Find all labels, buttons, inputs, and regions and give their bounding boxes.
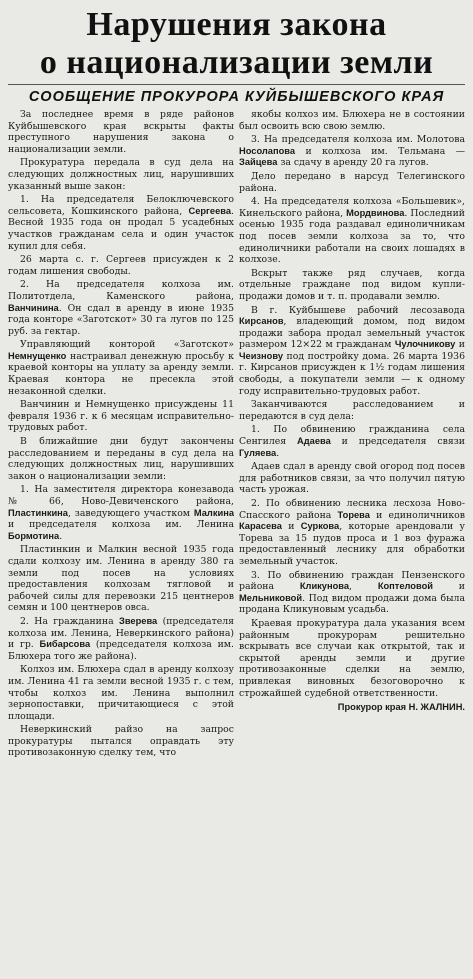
defendant-name: Чеизнову (239, 350, 283, 361)
paragraph: Дело передано в нарсуд Телегинского района. (239, 170, 465, 194)
text: 2. На гражданина (20, 615, 120, 627)
defendant-name: Карасева (239, 521, 282, 532)
paragraph: За последнее время в ряде районов Куйбышевского края вскрыты факты преступного нарушения закона о национализации земли. (8, 109, 234, 155)
paragraph (8, 279, 234, 337)
text: , (349, 581, 378, 593)
text: под постройку дома. 26 марта 1936 г. Кирсанов присужден к 1½ годам лишения свободы, а покупатели земли — к одному году исправительно-трудовых работ. (239, 350, 465, 397)
paragraph: 26 марта с. г. Сергеев присужден к 2 годам лишения свободы. (8, 254, 234, 277)
paragraph (239, 570, 465, 616)
text: . Последний осенью 1935 года раздавал единоличникам под посев земли колхоза за то, что единоличники работали на своих лошадях в колхозе. (239, 207, 465, 266)
paragraph: Адаев сдал в аренду свой огород под посев для работников связи, за что получил пятую часть урожая. (239, 461, 465, 496)
defendant-name: Гуляева (239, 447, 277, 458)
paragraph: якобы колхоз им. Блюхера не в состоянии был освоить всю свою землю. (239, 109, 465, 132)
defendant-name: Носолапова (239, 145, 296, 156)
defendant-name: Кликунова (299, 581, 350, 592)
paragraph: Неверкинский райзо на запрос прокуратуры пытался оправдать эту противозаконную сделку тем, что (8, 724, 234, 759)
title-line-1: Нарушения закона (86, 6, 387, 43)
defendant-name: Бормотина (8, 530, 60, 541)
text: и (281, 521, 301, 533)
article-title (8, 6, 465, 82)
paragraph (239, 424, 465, 459)
defendant-name: Ванчинина (8, 302, 59, 313)
defendant-name: Торева (337, 509, 370, 520)
text: . Весной 1935 года он продал 5 усадебных участков гражданам села и один участок купил для себя. (8, 205, 234, 252)
text: 4. На председателя колхоза «Большевик», Кинельского района, (239, 196, 465, 219)
title-line-2: о национализации земли (39, 44, 434, 81)
defendant-name: Зверева (119, 615, 158, 626)
text: настраивал денежную просьбу к краевой конторы на уплату за аренду земли. Краевая контора не пресекла этой незаконной сделки. (8, 350, 234, 397)
paragraph (8, 484, 234, 542)
defendant-name: Адаева (297, 436, 331, 447)
paragraph (239, 134, 465, 169)
text: 3. На председателя колхоза им. Молотова (251, 134, 465, 146)
text: , заведующего участком (67, 507, 194, 519)
paragraph (8, 339, 234, 397)
column-left (8, 109, 234, 979)
paragraph (8, 194, 234, 252)
text: 1. По обвинению гражданина села Сенгилея (239, 424, 465, 448)
text: (председателя колхоза им. Ленина, Неверкинского района) и гр. (8, 615, 234, 651)
defendant-name: Малкина (193, 507, 234, 518)
defendant-name: Мельниковой (239, 592, 303, 603)
text: за сдачу в аренду 20 га лугов. (277, 157, 429, 169)
text: (председателя колхоза им. Блюхера того же района). (8, 639, 234, 662)
title-rule (8, 84, 465, 85)
text: . Он сдал в аренду в июне 1935 года конторе «Заготскот» 30 га лугов по 125 руб. за гектар. (8, 302, 234, 337)
text: и (432, 581, 465, 593)
text: . Под видом продажи дома была продана Кликуновым усадьба. (239, 592, 465, 616)
defendant-name: Пластинкина (8, 507, 68, 518)
defendant-name: Кирсанов (239, 316, 284, 327)
paragraph: Заканчиваются расследованием и передаются в суд дела: (239, 399, 465, 422)
text: 2. На председателя колхоза им. Политотдела, Каменского района, (8, 279, 234, 302)
paragraph: Вскрыт также ряд случаев, когда отдельные граждане под видом купли-продажи домов и т. п. продавали землю. (239, 267, 465, 302)
text: и единоличников (369, 509, 465, 521)
paragraph (239, 196, 465, 266)
paragraph: Колхоз им. Блюхера сдал в аренду колхозу им. Ленина 41 га земли весной 1935 г. с тем, чтобы колхоз им. Ленина выполнил зернопоставки, причитающиеся с этой площади. (8, 664, 234, 722)
paragraph: Ванчинин и Немнущенко присуждены 11 февраля 1936 г. к 6 месяцам исправительно-трудовых работ. (8, 399, 234, 434)
text: В г. Куйбышеве рабочий лесозавода (251, 304, 465, 316)
paragraph: Краевая прокуратура дала указания всем районным прокурорам решительно вскрывать все случаи как открытой, так и скрытой аренды земли и другие противозаконные сделки на землю, привлекая виновных безоговорочно к строжайшей судебной ответственности. (239, 617, 465, 699)
text: и председателя связи (330, 436, 465, 448)
text: 1. На заместителя директора конезавода № 66, Ново-Девиченского района, (8, 484, 234, 507)
text: 2. По обвинению лесника лесхоза Ново-Спасского района (239, 498, 465, 521)
paragraph (239, 498, 465, 568)
text: 3. По обвинению граждан Пензенского района (239, 569, 465, 593)
text: 1. На председателя Белоключевского сельсовета, Кошкинского района, (8, 194, 234, 217)
article-body (8, 109, 465, 979)
paragraph (239, 305, 465, 398)
text: , владеющий домом, под видом продажи забора продал земельный участок размером 12×22 м гражданам (239, 316, 465, 351)
defendant-name: Немнущенко (8, 350, 67, 361)
text: Управляющий конторой «Заготскот» (20, 339, 234, 351)
defendant-name: Бибарсова (39, 639, 91, 650)
column-right (239, 109, 465, 979)
defendant-name: Суркова (300, 521, 340, 532)
paragraph: В ближайшие дни будут закончены расследованием и переданы в суд дела на следующих должностных лиц, нарушивших закон о национализации земли: (8, 436, 234, 482)
defendant-name: Зайцева (239, 157, 278, 168)
defendant-name: Сергеева (188, 205, 232, 216)
text: и (455, 339, 465, 351)
text: . (59, 530, 63, 542)
text: , которые арендовали у Торева за 15 пудов проса и 1 воз фуража предоставленный леснику для обработки земельный участок. (239, 521, 465, 567)
defendant-name: Коптеловой (377, 581, 433, 592)
defendant-name: Чулочникову (394, 339, 456, 350)
text: и председателя колхоза им. Ленина (8, 519, 234, 531)
paragraph: Пластинкин и Малкин весной 1935 года сдали колхозу им. Ленина в аренду 380 га земли под посев на условиях предоставления колхозам тягловой и рабочей силы для перевозки 215 центнеров семян и 100 центнеров овса. (8, 544, 234, 614)
defendant-name: Мордвинова (346, 207, 405, 218)
text: и колхоза им. Тельмана — (295, 145, 465, 157)
paragraph: Прокуратура передала в суд дела на следующих должностных лиц, нарушивших указанный выше закон: (8, 157, 234, 192)
signature: Прокурор края Н. ЖАЛНИН. (337, 702, 465, 713)
article-subtitle: СООБЩЕНИЕ ПРОКУРОРА КУЙБЫШЕВСКОГО КРАЯ (28, 89, 445, 105)
paragraph (8, 616, 234, 662)
text: . (276, 447, 280, 459)
